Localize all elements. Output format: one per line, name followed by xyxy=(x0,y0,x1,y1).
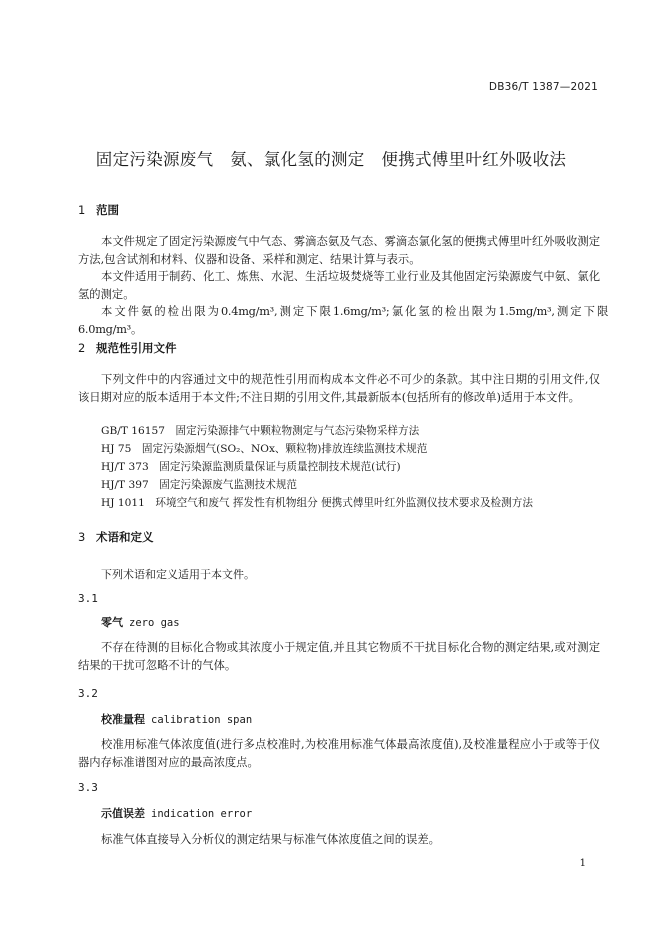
reference-item: HJ 75 固定污染源烟气(SO₂、NOx、颗粒物)排放连续监测技术规范 xyxy=(101,443,428,455)
term-cn: 零气 xyxy=(101,616,123,629)
term-number: 3.1 xyxy=(78,592,98,605)
section-title: 规范性引用文件 xyxy=(96,341,177,355)
section-1-paragraph-3: 本文件氨的检出限为0.4mg/m³,测定下限1.6mg/m³;氯化氢的检出限为1.5mg/m³,测定下限6.0mg/m³。 xyxy=(78,305,608,336)
section-title: 术语和定义 xyxy=(96,530,154,544)
section-title: 范围 xyxy=(96,203,119,217)
page-number: 1 xyxy=(579,858,586,869)
term-heading xyxy=(101,614,180,630)
section-2-heading xyxy=(78,340,177,356)
term-heading xyxy=(101,805,252,821)
document-title: 固定污染源废气 氨、氯化氢的测定 便携式傅里叶红外吸收法 xyxy=(95,150,567,169)
section-3-heading xyxy=(78,529,154,545)
term-cn: 示值误差 xyxy=(101,807,145,820)
reference-item: HJ/T 397 固定污染源废气监测技术规范 xyxy=(101,479,298,491)
section-number: 2 xyxy=(78,341,86,355)
section-2-intro: 下列文件中的内容通过文中的规范性引用而构成本文件必不可少的条款。其中注日期的引用文件,仅该日期对应的版本适用于本文件;不注日期的引用文件,其最新版本(包括所有的修改单)适用于本文件。 xyxy=(78,373,600,404)
term-en: zero gas xyxy=(129,617,180,629)
term-en: indication error xyxy=(151,808,253,820)
term-number: 3.3 xyxy=(78,781,98,794)
section-3-intro: 下列术语和定义适用于本文件。 xyxy=(101,568,255,581)
reference-item: GB/T 16157 固定污染源排气中颗粒物测定与气态污染物采样方法 xyxy=(101,425,420,437)
term-definition: 不存在待测的目标化合物或其浓度小于规定值,并且其它物质不干扰目标化合物的测定结果,或对测定结果的干扰可忽略不计的气体。 xyxy=(78,641,600,672)
section-number: 1 xyxy=(78,203,86,217)
section-1-paragraph-2: 本文件适用于制药、化工、炼焦、水泥、生活垃圾焚烧等工业行业及其他固定污染源废气中氨、氯化氢的测定。 xyxy=(78,270,600,301)
section-1-paragraph-1: 本文件规定了固定污染源废气中气态、雾滴态氨及气态、雾滴态氯化氢的便携式傅里叶红外吸收测定方法,包含试剂和材料、仪器和设备、采样和测定、结果计算与表示。 xyxy=(78,235,600,266)
section-number: 3 xyxy=(78,530,86,544)
section-1-heading xyxy=(78,202,119,218)
standard-code: DB36/T 1387—2021 xyxy=(488,81,598,93)
term-number: 3.2 xyxy=(78,687,98,700)
term-cn: 校准量程 xyxy=(101,713,145,726)
term-en: calibration span xyxy=(151,714,253,726)
reference-item: HJ 1011 环境空气和废气 挥发性有机物组分 便携式傅里叶红外监测仪技术要求及检测方法 xyxy=(101,497,533,509)
term-heading xyxy=(101,711,252,727)
reference-item: HJ/T 373 固定污染源监测质量保证与质量控制技术规范(试行) xyxy=(101,461,401,473)
term-definition: 标准气体直接导入分析仪的测定结果与标准气体浓度值之间的误差。 xyxy=(101,833,440,846)
term-definition: 校准用标准气体浓度值(进行多点校准时,为校准用标准气体最高浓度值),及校准量程应小于或等于仪器内存标准谱图对应的最高浓度点。 xyxy=(78,738,600,769)
